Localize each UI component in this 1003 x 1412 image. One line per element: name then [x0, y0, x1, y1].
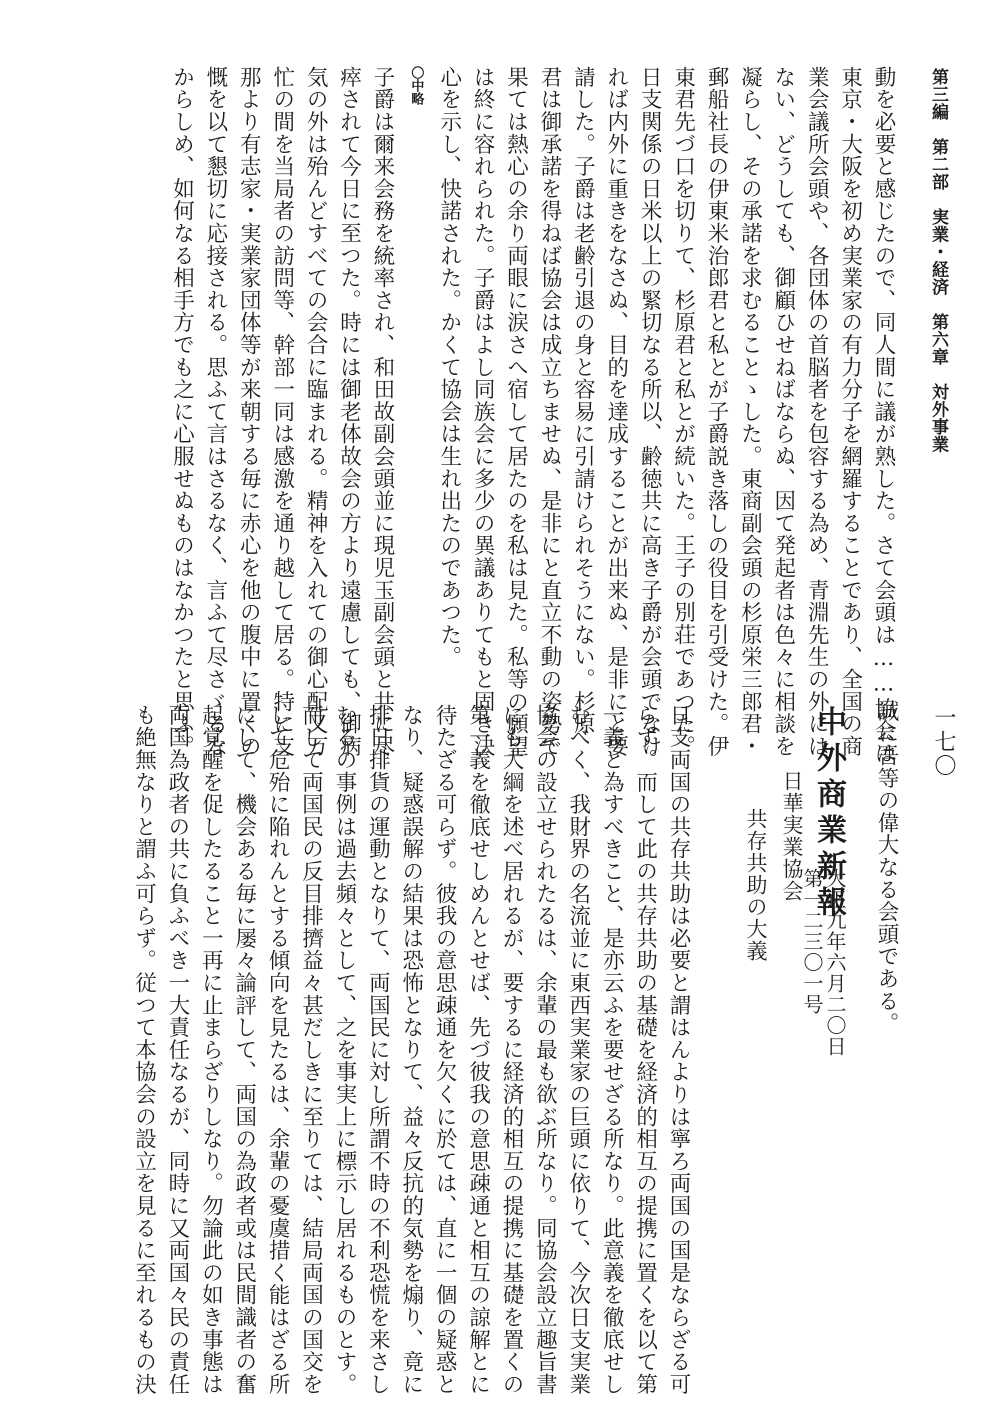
article-line: 一義と為すべきこと、是亦云ふを要せざる所なり。此意義を徹底せし: [599, 704, 625, 1396]
article-line: むべく、我財界の名流並に東西実業家の巨頭に依りて、今次日支実業: [565, 704, 591, 1396]
page-number: 一七〇: [931, 706, 956, 778]
article-line: なり、疑惑誤解の結果は恐怖となりて、益々反抗的気勢を煽り、竟に: [398, 704, 424, 1396]
text-line: 気の外は殆んどすべての会合に臨まれる。精神を入れての御心配又万: [303, 66, 329, 758]
article-line: 而して両国民の反目排擠益々甚だしきに至りては、結局両国の国交を: [298, 704, 324, 1396]
upper-text-block: [165, 66, 900, 765]
text-line: 業会議所会頭や、各団体の首脳者を包容する為め、青淵先生の外には: [804, 66, 830, 758]
article-line: にして、機会ある毎に屡々論評して、両国の為政者或は民間識者の奮: [231, 704, 257, 1396]
text-line: 日支関係の日米以上の緊切なる所以、齢徳共に高き子爵が会頭でなけ: [637, 66, 663, 758]
text-line: 果ては熱心の余り両眼に涙さへ宿して居たのを私は見た。私等の願望: [503, 66, 529, 758]
article-line: 第一義を徹底せしめんとせば、先づ彼我の意思疎通と相互の諒解とに: [465, 704, 491, 1396]
text-line: 凝らし、その承諾を求むることゝした。東商副会頭の杉原栄三郎君・: [737, 66, 763, 758]
newspaper-title: 中外商業新報: [811, 706, 846, 922]
article-line: 協会の設立せられたるは、余輩の最も欲ぶ所なり。同協会設立趣旨書: [532, 704, 558, 1396]
article-line: 待たざる可らず。彼我の意思疎通を欠くに於ては、直に一個の疑惑と: [432, 704, 458, 1396]
text-line: 心を示し、快諾された。かくて協会は生れ出たのであつた。: [436, 66, 462, 669]
text-line: 瘁されて今日に至つた。時には御老体故会の方より遠慮しても、御病: [336, 66, 362, 758]
running-header: 第三編 第二部 実業・経済 第六章 対外事業: [928, 68, 948, 453]
article-line: 両国為政者の共に負ふべき一大責任なるが、同時に又両国々民の責任: [164, 704, 190, 1396]
issue-date: 大正九年六月二〇日: [823, 868, 847, 1057]
article-line: も絶無なりと謂ふ可らず。従つて本協会の設立を見るに至れるもの決: [131, 704, 157, 1396]
article-line: して危殆に陥れんとする傾向を見たるは、余輩の憂虞措く能はざる所: [265, 704, 291, 1396]
text-line: 忙の間を当局者の訪問等、幹部一同は感激を通り越して居る。特に支: [269, 66, 295, 758]
article-line: にも大綱を述べ居れるが、要するに経済的相互の提携に基礎を置くの: [498, 704, 524, 1396]
text-line: からしめ、如何なる相手方でも之に心服せぬものはなかつたと思ふ。: [169, 66, 195, 758]
text-line: 東京・大阪を初め実業家の有力分子を網羅することであり、全国の商: [837, 66, 863, 758]
text-line: れば内外に重きをなさぬ、目的を達成することが出来ぬ、是非にと要: [603, 66, 629, 758]
article-body: [127, 704, 695, 1396]
omission-mark: 〇中略: [408, 66, 424, 105]
text-line: 那より有志家・実業家団体等が来朝する毎に赤心を他の腹中に置くの: [236, 66, 262, 758]
closing-line: 誠に吾等の偉大なる会頭である。: [874, 700, 899, 1035]
article-line: 日支両国の共存共助は必要と謂はんよりは寧ろ両国の国是ならざる可: [666, 704, 691, 1396]
text-line: 請した。子爵は老齢引退の身と容易に引請けられそうにない。杉原: [570, 66, 596, 735]
article-line: 起覚醒を促したること一再に止まらざりしなり。勿論此の如き事態は: [198, 704, 224, 1396]
text-line: は終に容れられた。子爵はよし同族会に多少の異議ありてもと固き決: [470, 66, 496, 758]
text-line: 君は御承諾を得ねば協会は成立ちませぬ、是非にと直立不動の姿勢で: [536, 66, 562, 758]
article-line: らず。而して此の共存共助の基礎を経済的相互の提携に置くを以て第: [632, 704, 658, 1396]
text-line: 子爵は爾来会務を統率され、和田故副会頭並に現児玉副会頭と共に尽: [369, 66, 395, 758]
article-organization: 日華実業協会: [780, 770, 804, 902]
article-line: むるの事例は過去頻々として、之を事実上に標示し居れるものとす。: [331, 704, 357, 1396]
issue-number: 第一二三〇一号: [800, 868, 824, 1015]
text-line: 動を必要と感じたので、同人間に議が熟した。さて会頭は……協会は: [871, 66, 896, 765]
text-line: 東君先づ口を切りて、杉原君と私とが続いた。王子の別荘であつた。: [670, 66, 696, 758]
text-line: 慨を以て懇切に応接される。思ふて言はさるなく、言ふて尽さゞるな: [202, 66, 228, 758]
article-line: 排日排貨の運動となりて、両国民に対し所謂不時の不利恐慌を来さし: [365, 704, 391, 1396]
text-line: 郵船社長の伊東米治郎君と私とが子爵説き落しの役目を引受けた。伊: [703, 66, 729, 758]
text-line: ない、どうしても、御顧ひせねばならぬ、因て発起者は色々に相談を: [770, 66, 796, 758]
article-subtitle: 共存共助の大義: [744, 808, 768, 962]
